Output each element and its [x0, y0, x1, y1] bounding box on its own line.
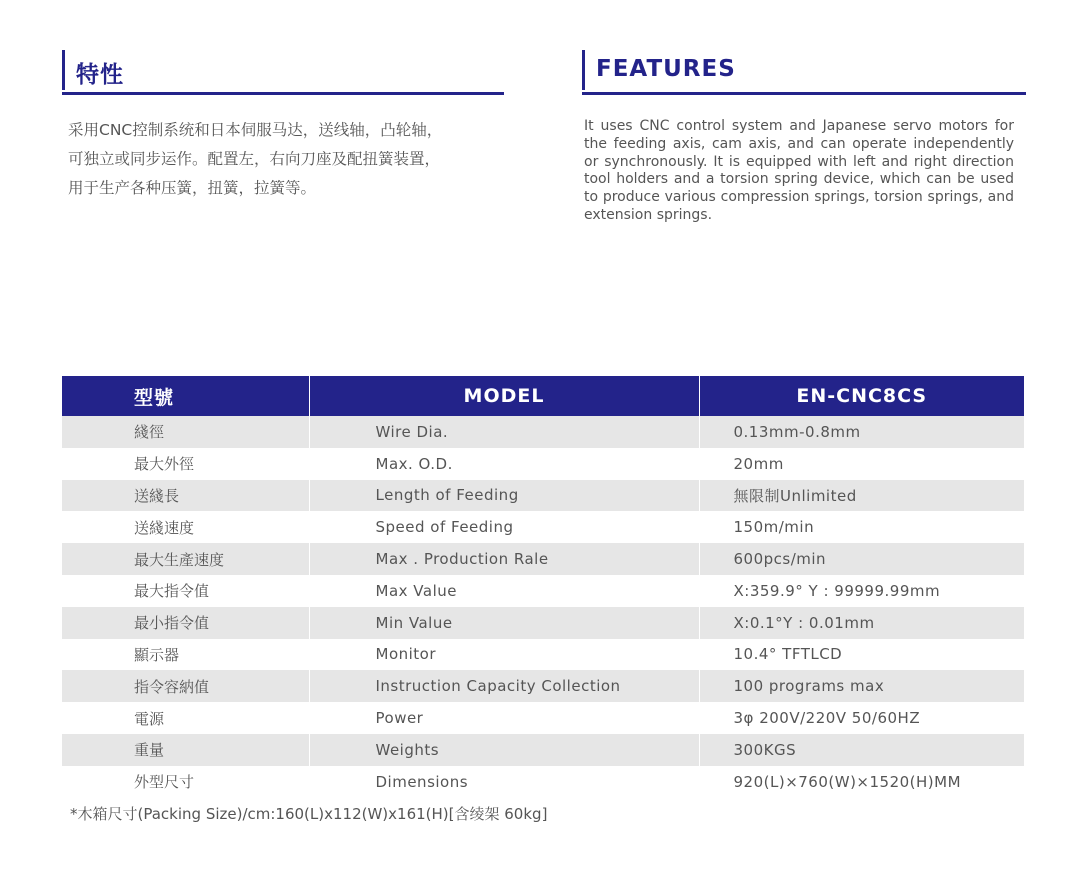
spec-label-cn: 指令容納值	[62, 670, 309, 702]
spec-table-body	[62, 416, 1024, 798]
spec-label-en: Dimensions	[309, 766, 699, 798]
spec-value: 920(L)×760(W)×1520(H)MM	[699, 766, 1024, 798]
features-en-heading: FEATURES	[596, 56, 736, 82]
features-cn-line: 可独立或同步运作。配置左，右向刀座及配扭簧装置，	[68, 150, 441, 168]
table-row	[62, 416, 1024, 448]
features-cn-line: 采用CNC控制系统和日本伺服马达，送线轴，凸轮轴，	[68, 121, 443, 139]
spec-label-en: Weights	[309, 734, 699, 766]
spec-label-cn: 綫徑	[62, 416, 309, 448]
spec-label-en: Max . Production Rale	[309, 543, 699, 575]
table-row	[62, 670, 1024, 702]
packing-footnote: *木箱尺寸(Packing Size)/cm:160(L)x112(W)x161(H)[含绫架 60kg]	[70, 805, 548, 823]
spec-label-en: Max. O.D.	[309, 448, 699, 480]
spec-label-en: Max Value	[309, 575, 699, 607]
header-model-value: EN-CNC8CS	[699, 376, 1024, 416]
header-accent-bar	[62, 50, 65, 90]
table-row	[62, 607, 1024, 639]
features-cn-text	[68, 116, 504, 203]
features-cn-heading: 特性	[76, 62, 124, 88]
spec-label-en: Min Value	[309, 607, 699, 639]
spec-label-cn: 最大生產速度	[62, 543, 309, 575]
spec-label-cn: 電源	[134, 709, 165, 728]
spec-table-header-row	[62, 376, 1024, 416]
table-row	[62, 448, 1024, 480]
features-en-text: It uses CNC control system and Japanese servo motors for the feeding axis, cam axis, and can operate independently or synchronously. It is equipped with left and right direction tool holders and a torsion spring device, which can be used to produce various compression springs, torsion springs, and extension springs.	[584, 118, 1014, 223]
spec-label-cn: 送綫長	[62, 480, 309, 512]
table-row	[62, 766, 1024, 798]
spec-label-en: Monitor	[309, 639, 699, 671]
table-row	[62, 575, 1024, 607]
spec-label-cn: 最大外徑	[134, 455, 195, 474]
spec-value: 3φ 200V/220V 50/60HZ	[699, 702, 1024, 734]
table-row	[62, 511, 1024, 543]
spec-label-en: Length of Feeding	[309, 480, 699, 512]
features-cn-line: 用于生产各种压簧，扭簧，拉簧等。	[68, 179, 317, 197]
spec-label-cn: 重量	[62, 734, 309, 766]
spec-value: 100 programs max	[699, 670, 1024, 702]
spec-value: 600pcs/min	[699, 543, 1024, 575]
spec-value: 20mm	[699, 448, 1024, 480]
spec-label-en: Instruction Capacity Collection	[309, 670, 699, 702]
spec-value: 150m/min	[699, 511, 1024, 543]
spec-label-cn: 最大指令值	[134, 582, 210, 601]
spec-table	[62, 376, 1024, 798]
spec-value: 300KGS	[699, 734, 1024, 766]
table-row	[62, 543, 1024, 575]
table-row	[62, 639, 1024, 671]
spec-label-en: Power	[309, 702, 699, 734]
header-accent-bar	[582, 50, 585, 90]
spec-value: 無限制Unlimited	[699, 480, 1024, 512]
spec-value: X:0.1°Y : 0.01mm	[699, 607, 1024, 639]
spec-label-cn: 送綫速度	[134, 518, 195, 537]
spec-label-cn: 外型尺寸	[134, 773, 195, 792]
table-row	[62, 702, 1024, 734]
spec-value: 10.4° TFTLCD	[699, 639, 1024, 671]
features-en-header	[582, 50, 1026, 95]
spec-value: 0.13mm-0.8mm	[699, 416, 1024, 448]
table-row	[62, 480, 1024, 512]
spec-label-cn: 最小指令值	[62, 607, 309, 639]
spec-label-en: Wire Dia.	[309, 416, 699, 448]
spec-label-cn: 顯示器	[134, 645, 180, 664]
spec-label-en: Speed of Feeding	[309, 511, 699, 543]
spec-value: X:359.9° Y : 99999.99mm	[699, 575, 1024, 607]
features-cn-header	[62, 50, 504, 95]
header-model-cn: 型號	[62, 376, 309, 416]
table-row	[62, 734, 1024, 766]
header-model-en: MODEL	[309, 376, 699, 416]
